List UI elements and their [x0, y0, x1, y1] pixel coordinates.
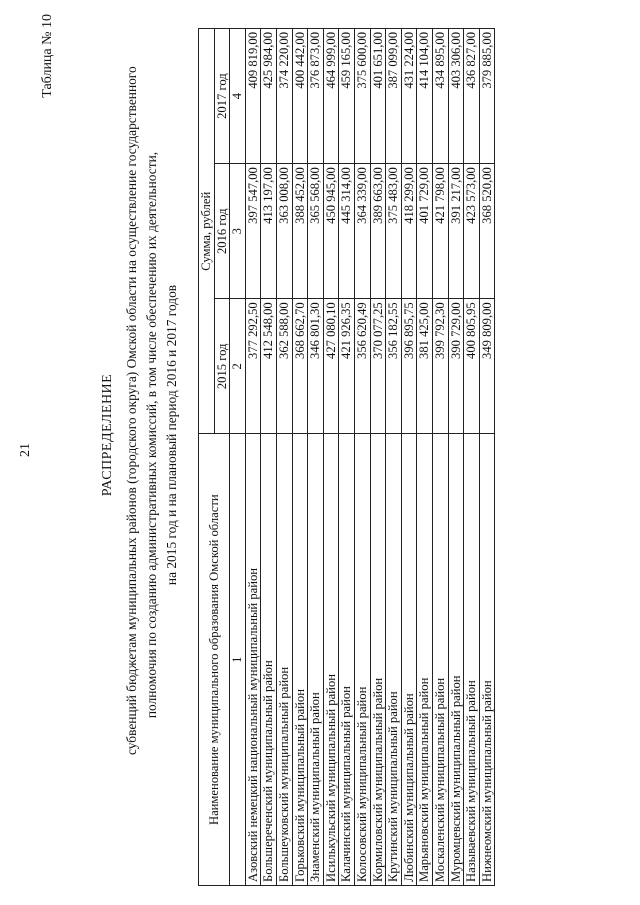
district-name-cell: Нижнеомский муниципальный район — [479, 434, 495, 886]
amount-2017-cell: 387 099,00 — [386, 29, 402, 164]
amount-2017-cell: 464 999,00 — [323, 29, 339, 164]
amount-2017-cell: 414 104,00 — [417, 29, 433, 164]
amount-2016-cell: 401 729,00 — [417, 164, 433, 299]
amount-2015-cell: 349 809,00 — [479, 299, 495, 434]
amount-2015-cell: 390 729,00 — [448, 299, 464, 434]
amount-2015-cell: 381 425,00 — [417, 299, 433, 434]
column-index: 3 — [230, 164, 246, 299]
table-row — [417, 29, 433, 886]
table-row — [276, 29, 292, 886]
amount-2017-cell: 409 819,00 — [245, 29, 261, 164]
table-row — [448, 29, 464, 886]
table-row — [370, 29, 386, 886]
amount-2016-cell: 413 197,00 — [261, 164, 277, 299]
amount-2016-cell: 397 547,00 — [245, 164, 261, 299]
amount-2015-cell: 396 895,75 — [401, 299, 417, 434]
district-name-cell: Москаленский муниципальный район — [432, 434, 448, 886]
amount-2016-cell: 421 798,00 — [432, 164, 448, 299]
amount-2015-cell: 377 292,50 — [245, 299, 261, 434]
distribution-table — [198, 28, 495, 886]
amount-2016-cell: 389 663,00 — [370, 164, 386, 299]
header-2015: 2015 год — [214, 299, 230, 434]
amount-2016-cell: 364 339,00 — [354, 164, 370, 299]
amount-2015-cell: 368 662,70 — [292, 299, 308, 434]
table-row — [401, 29, 417, 886]
table-row — [354, 29, 370, 886]
amount-2017-cell: 400 442,00 — [292, 29, 308, 164]
district-name-cell: Большереченский муниципальный район — [261, 434, 277, 886]
header-2017: 2017 год — [214, 29, 230, 164]
table-row — [308, 29, 324, 886]
amount-2015-cell: 427 080,10 — [323, 299, 339, 434]
district-name-cell: Исилькульский муниципальный район — [323, 434, 339, 886]
district-name-cell: Горьковский муниципальный район — [292, 434, 308, 886]
district-name-cell: Азовский немецкий национальный муниципальный район — [245, 434, 261, 886]
amount-2016-cell: 368 520,00 — [479, 164, 495, 299]
district-name-cell: Называевский муниципальный район — [464, 434, 480, 886]
table-body — [245, 29, 495, 886]
amount-2017-cell: 379 885,00 — [479, 29, 495, 164]
title-line-2: полномочия по созданию административных комиссий, в том числе обеспечению их деятельности, — [144, 151, 159, 719]
amount-2015-cell: 421 926,35 — [339, 299, 355, 434]
district-name-cell: Любинский муниципальный район — [401, 434, 417, 886]
amount-2015-cell: 362 588,00 — [276, 299, 292, 434]
amount-2017-cell: 459 165,00 — [339, 29, 355, 164]
table-row — [292, 29, 308, 886]
table-row — [464, 29, 480, 886]
district-name-cell: Колосовский муниципальный район — [354, 434, 370, 886]
header-sum: Сумма, рублей — [199, 29, 215, 434]
district-name-cell: Марьяновский муниципальный район — [417, 434, 433, 886]
amount-2015-cell: 356 620,49 — [354, 299, 370, 434]
page-number: 21 — [18, 443, 33, 457]
amount-2016-cell: 375 483,00 — [386, 164, 402, 299]
amount-2016-cell: 363 008,00 — [276, 164, 292, 299]
table-row — [339, 29, 355, 886]
amount-2017-cell: 436 827,00 — [464, 29, 480, 164]
title-main: РАСПРЕДЕЛЕНИЕ — [100, 373, 115, 497]
amount-2015-cell: 399 792,30 — [432, 299, 448, 434]
amount-2017-cell: 375 600,00 — [354, 29, 370, 164]
district-name-cell: Калачинский муниципальный район — [339, 434, 355, 886]
district-name-cell: Крутинский муниципальный район — [386, 434, 402, 886]
district-name-cell: Кормиловский муниципальный район — [370, 434, 386, 886]
amount-2015-cell: 356 182,55 — [386, 299, 402, 434]
table-row — [261, 29, 277, 886]
district-name-cell: Муромцевский муниципальный район — [448, 434, 464, 886]
table-row — [386, 29, 402, 886]
table-row — [479, 29, 495, 886]
amount-2016-cell: 418 299,00 — [401, 164, 417, 299]
table-row — [323, 29, 339, 886]
amount-2017-cell: 374 220,00 — [276, 29, 292, 164]
amount-2016-cell: 445 314,00 — [339, 164, 355, 299]
document-title — [100, 66, 182, 755]
header-2016: 2016 год — [214, 164, 230, 299]
amount-2016-cell: 365 568,00 — [308, 164, 324, 299]
amount-2017-cell: 425 984,00 — [261, 29, 277, 164]
amount-2015-cell: 400 805,95 — [464, 299, 480, 434]
column-index: 4 — [230, 29, 246, 164]
table-label: Таблица № 10 — [40, 14, 55, 98]
header-name: Наименование муниципального образования Омской области — [199, 434, 230, 886]
district-name-cell: Знаменский муниципальный район — [308, 434, 324, 886]
title-line-3: на 2015 год и на плановый период 2016 и 2017 годов — [164, 284, 179, 586]
amount-2015-cell: 370 077,25 — [370, 299, 386, 434]
table-row — [432, 29, 448, 886]
amount-2016-cell: 391 217,00 — [448, 164, 464, 299]
table-row — [245, 29, 261, 886]
column-index: 1 — [230, 434, 246, 886]
amount-2015-cell: 346 801,30 — [308, 299, 324, 434]
amount-2017-cell: 403 306,00 — [448, 29, 464, 164]
title-line-1: субвенций бюджетам муниципальных районов (городского округа) Омской области на осуществление государственного — [124, 66, 139, 755]
amount-2017-cell: 376 873,00 — [308, 29, 324, 164]
amount-2015-cell: 412 548,00 — [261, 299, 277, 434]
amount-2017-cell: 434 895,00 — [432, 29, 448, 164]
column-index: 2 — [230, 299, 246, 434]
amount-2017-cell: 431 224,00 — [401, 29, 417, 164]
amount-2017-cell: 401 651,00 — [370, 29, 386, 164]
amount-2016-cell: 423 573,00 — [464, 164, 480, 299]
amount-2016-cell: 450 945,00 — [323, 164, 339, 299]
district-name-cell: Большеуковский муниципальный район — [276, 434, 292, 886]
column-index-row — [230, 29, 246, 886]
amount-2016-cell: 388 452,00 — [292, 164, 308, 299]
